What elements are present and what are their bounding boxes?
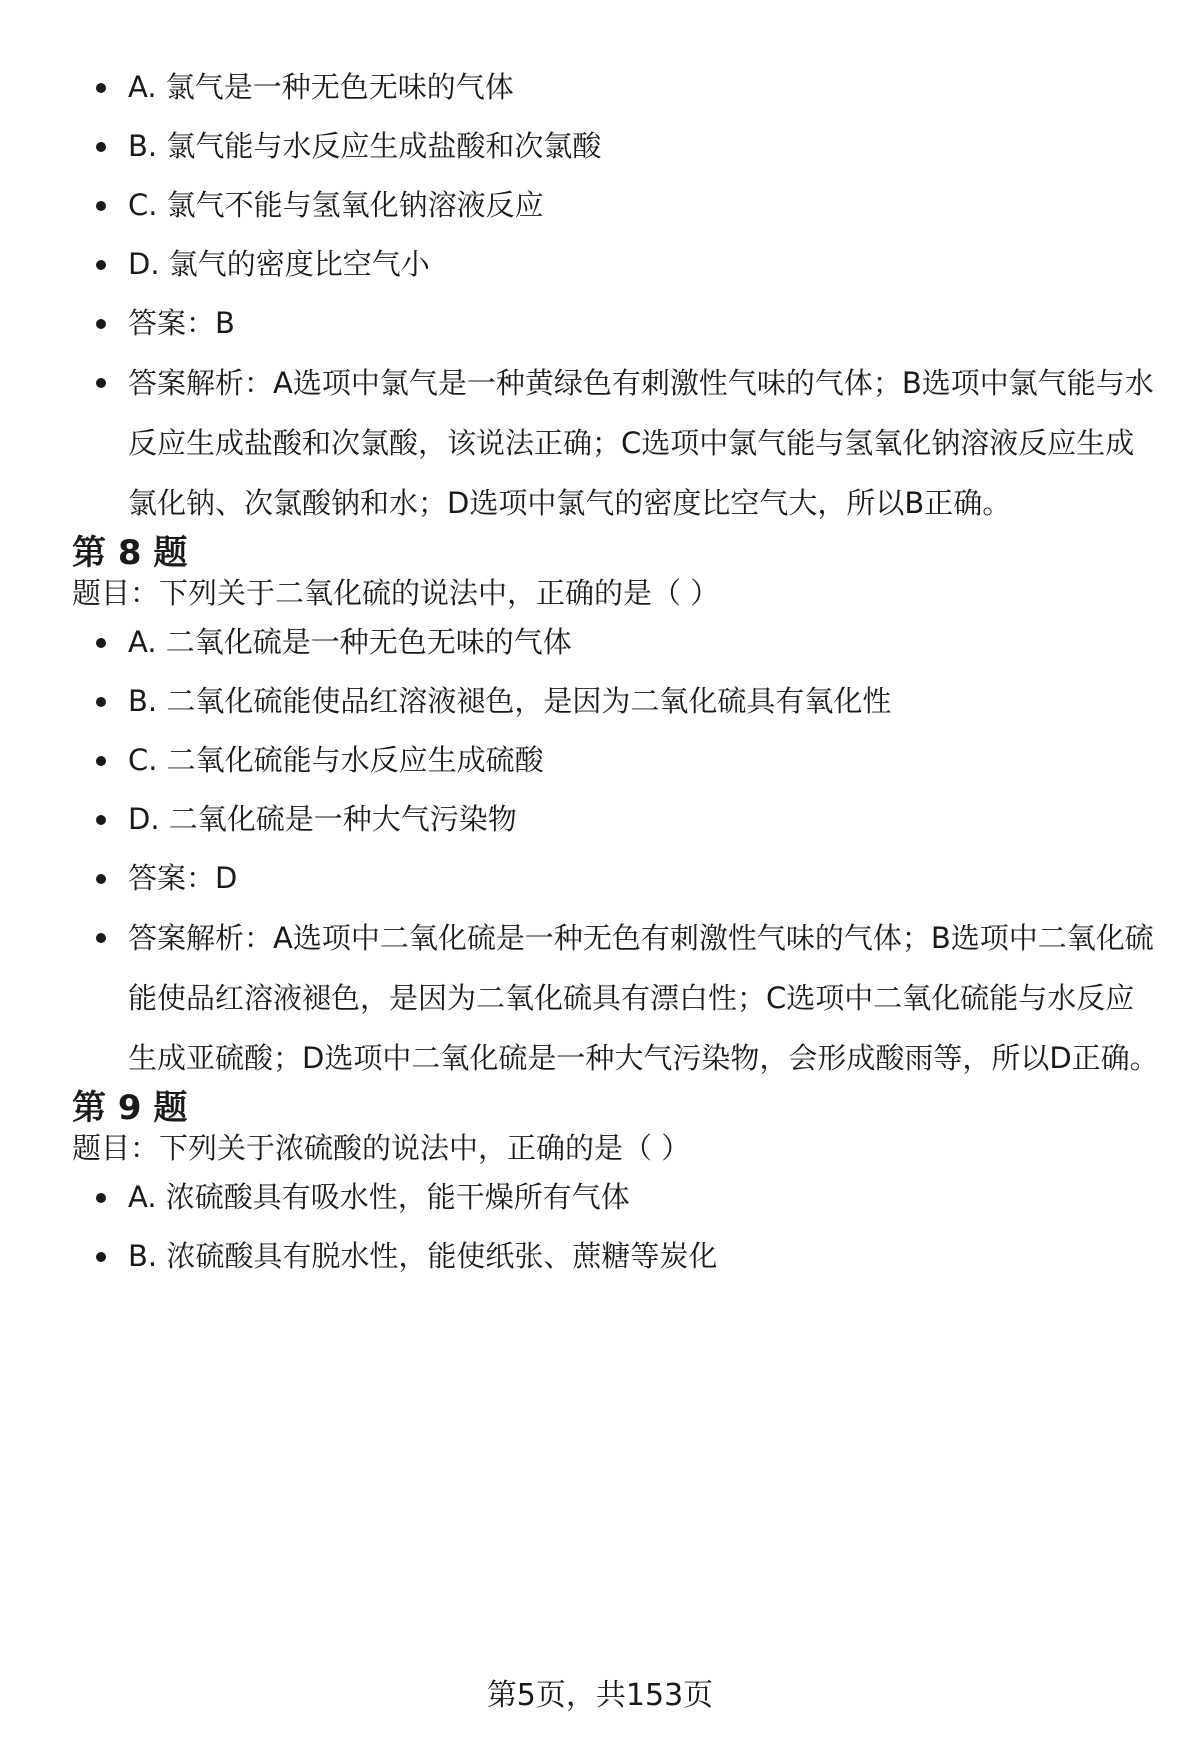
q9-option-a: A. 浓硫酸具有吸水性，能干燥所有气体	[72, 1168, 1162, 1227]
q7-option-d: D. 氯气的密度比空气小	[72, 235, 1162, 294]
q8-option-c: C. 二氧化硫能与水反应生成硫酸	[72, 731, 1162, 790]
q8-option-b: B. 二氧化硫能使品红溶液褪色，是因为二氧化硫具有氧化性	[72, 672, 1162, 731]
q8-explanation: 答案解析：A选项中二氧化硫是一种无色有刺激性气味的气体；B选项中二氧化硫能使品红溶液褪色，是因为二氧化硫具有漂白性；C选项中二氧化硫能与水反应生成亚硫酸；D选项中二氧化硫是一种大气污染物，会形成酸雨等，所以D正确。	[72, 908, 1162, 1088]
q9-stem: 题目：下列关于浓硫酸的说法中，正确的是（ ）	[72, 1131, 691, 1165]
page-content	[72, 58, 1162, 1286]
q9-option-b: B. 浓硫酸具有脱水性，能使纸张、蔗糖等炭化	[72, 1227, 1162, 1286]
page-number-footer: 第5页，共153页	[486, 1678, 714, 1713]
q7-option-b: B. 氯气能与水反应生成盐酸和次氯酸	[72, 117, 1162, 176]
q9-heading: 第 9 题	[72, 1088, 188, 1128]
q7-option-c: C. 氯气不能与氢氧化钠溶液反应	[72, 176, 1162, 235]
q8-option-list	[72, 613, 1162, 1088]
q8-option-a: A. 二氧化硫是一种无色无味的气体	[72, 613, 1162, 672]
q7-option-list	[72, 58, 1162, 533]
q7-explanation: 答案解析：A选项中氯气是一种黄绿色有刺激性气味的气体；B选项中氯气能与水反应生成盐酸和次氯酸，该说法正确；C选项中氯气能与氢氧化钠溶液反应生成氯化钠、次氯酸钠和水；D选项中氯气的密度比空气大，所以B正确。	[72, 353, 1162, 533]
q7-answer: 答案：B	[72, 294, 1162, 353]
q8-answer: 答案：D	[72, 849, 1162, 908]
q7-option-a: A. 氯气是一种无色无味的气体	[72, 58, 1162, 117]
q8-option-d: D. 二氧化硫是一种大气污染物	[72, 790, 1162, 849]
q8-heading: 第 8 题	[72, 533, 188, 573]
q9-option-list	[72, 1168, 1162, 1286]
q8-stem: 题目：下列关于二氧化硫的说法中，正确的是（ ）	[72, 576, 720, 610]
